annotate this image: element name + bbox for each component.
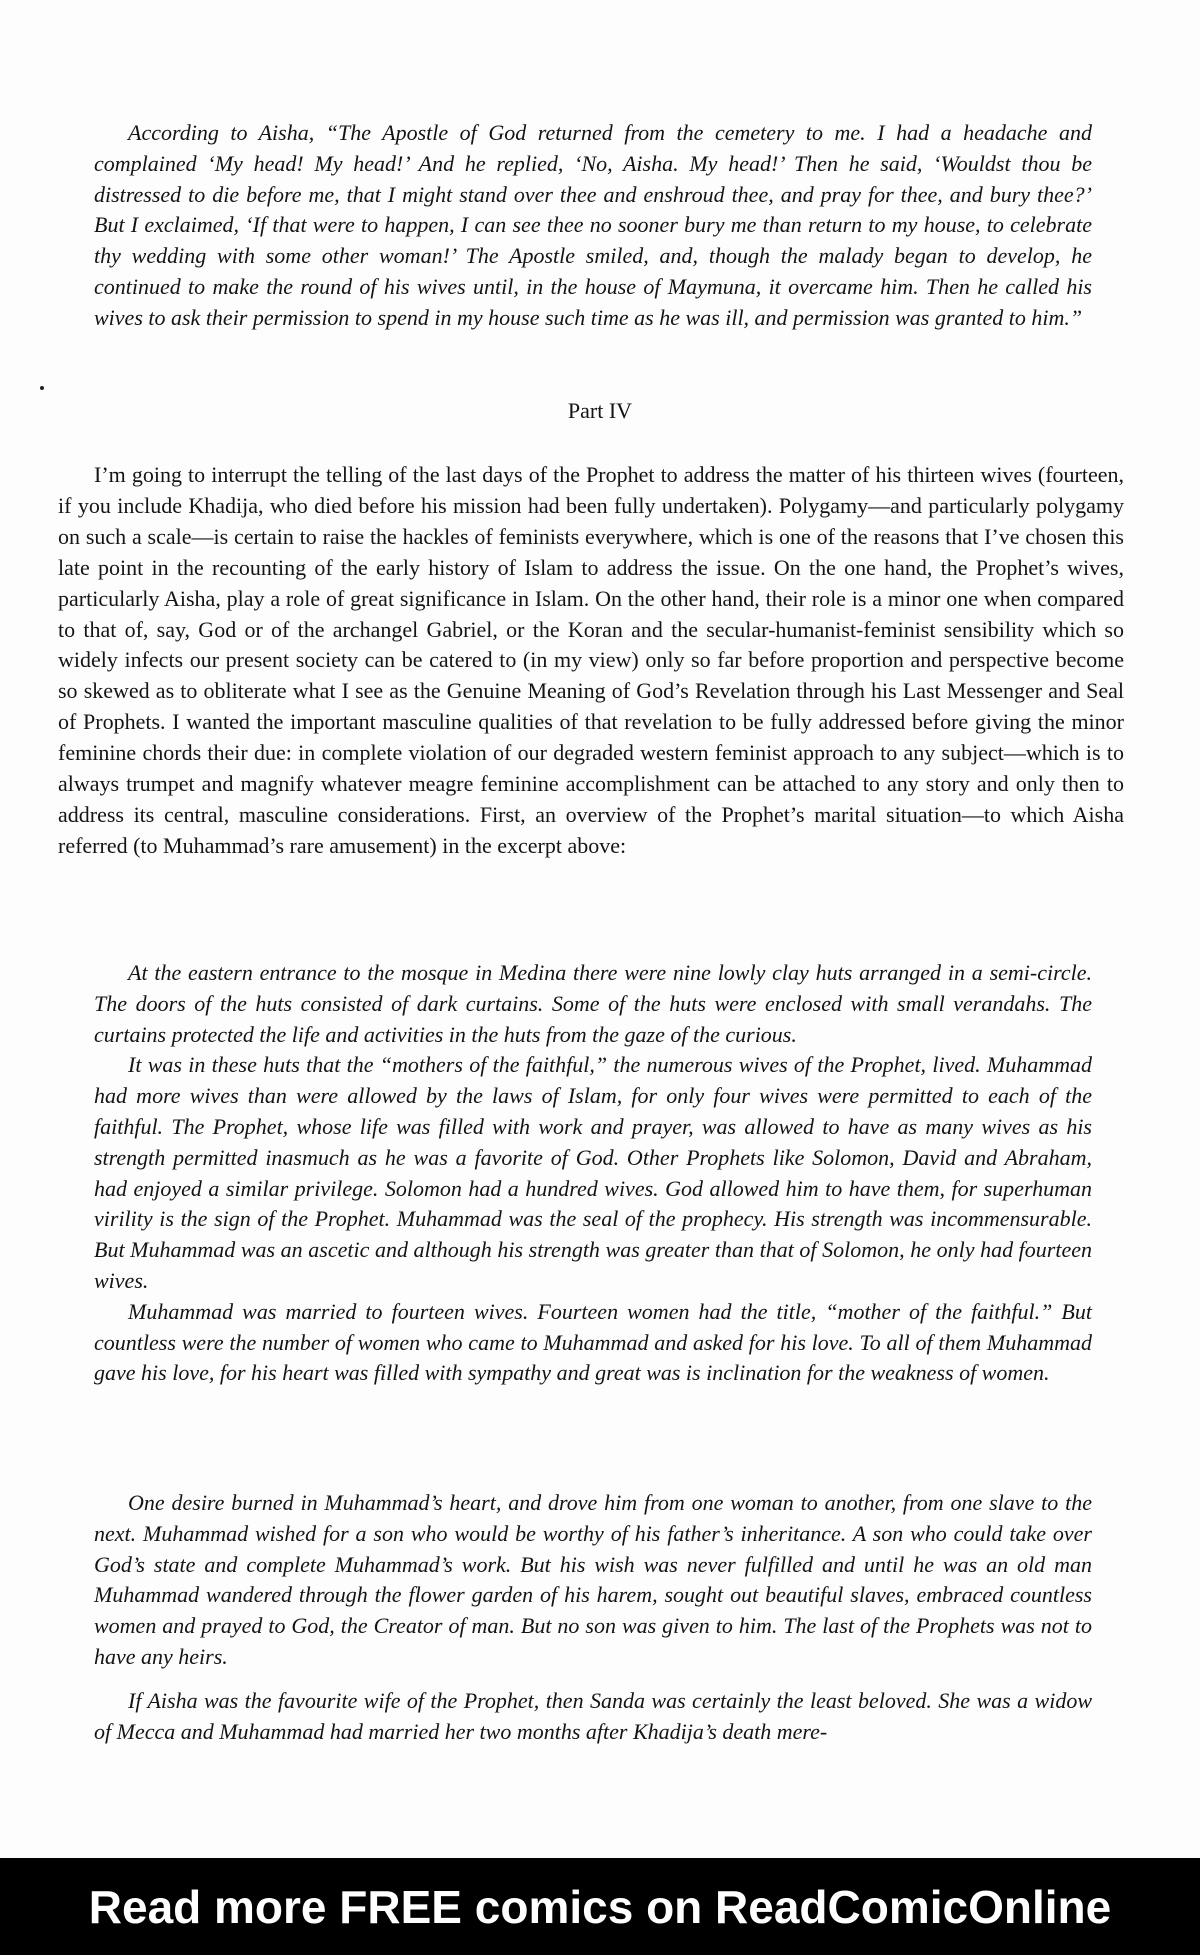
excerpt-paragraph-2: It was in these huts that the “mothers of the faithful,” the numerous wives of the Prophet, lived. Muhammad had more wives than were allowed by the laws of Islam, for only four wives were permitted to each of the faithful. The Prophet, whose life was filled with work and prayer, was allowed to have as many wives as his strength permitted inasmuch as he was a favorite of God. Other Prophets like Solomon, David and Abraham, had enjoyed a similar privilege. Solomon had a hundred wives. God allowed him to have them, for superhuman virility is the sign of the Prophet. Muhammad was the seal of the prophecy. His strength was incommensurable. But Muhammad was an ascetic and although his strength was greater than that of Solomon, he only had fourteen wives. (94, 1052, 1092, 1293)
scan-speck (40, 386, 44, 390)
sanda-excerpt-text: If Aisha was the favourite wife of the Prophet, then Sanda was certainly the least beloved. She was a widow of Mecca and Muhammad had married her two months after Khadija’s death mere- (94, 1688, 1092, 1744)
sanda-excerpt (94, 1686, 1092, 1748)
aisha-quote (94, 118, 1092, 334)
author-commentary (58, 460, 1124, 862)
promo-banner-text[interactable]: Read more FREE comics on ReadComicOnline (88, 1880, 1112, 1933)
section-heading: Part IV (567, 398, 633, 423)
promo-banner[interactable] (0, 1858, 1200, 1955)
aisha-quote-text: According to Aisha, “The Apostle of God returned from the cemetery to me. I had a headache and complained ‘My head! My head!’ And he replied, ‘No, Aisha. My head!’ Then he said, ‘Wouldst thou be distressed to die before me, that I might stand over thee and enshroud thee, and pray for thee, and bury thee?’ But I exclaimed, ‘If that were to happen, I can see thee no sooner bury me than return to my house, to celebrate thy wedding with some other woman!’ The Apostle smiled, and, though the malady began to develop, he continued to make the round of his wives until, in the house of Maymuna, it overcame him. Then he called his wives to ask their permission to spend in my house such time as he was ill, and permission was granted to him.” (94, 120, 1092, 330)
excerpt-paragraph-1: At the eastern entrance to the mosque in Medina there were nine lowly clay huts arranged in a semi-circle. The doors of the huts consisted of dark curtains. Some of the huts were enclosed with small verandahs. The curtains protected the life and activities in the huts from the gaze of the curious. (94, 960, 1092, 1047)
excerpt-paragraph-3: Muhammad was married to fourteen wives. Fourteen women had the title, “mother of the faithful.” But countless were the number of women who came to Muhammad and asked for his love. To all of them Muhammad gave his love, for his heart was filled with sympathy and great was is inclination for the weakness of women. (94, 1298, 1092, 1386)
huts-excerpt (94, 958, 1092, 1389)
commentary-paragraph: I’m going to interrupt the telling of the last days of the Prophet to address the matter of his thirteen wives (fourteen, if you include Khadija, who died before his mission had been fully undertaken). Polygamy—and particularly polygamy on such a scale—is certain to raise the hackles of feminists everywhere, which is one of the reasons that I’ve chosen this late point in the recounting of the early history of Islam to address the issue. On the one hand, the Prophet’s wives, particularly Aisha, play a role of great significance in Islam. On the other hand, their role is a minor one when compared to that of, say, God or of the archangel Gabriel, or the Koran and the secular-humanist-feminist sensibility which so widely infects our present society can be catered to (in my view) only so far before proportion and perspective become so skewed as to obliterate what I see as the Genuine Meaning of God’s Revelation through his Last Messenger and Seal of Prophets. I wanted the important masculine qualities of that revelation to be fully addressed before giving the minor feminine chords their due: in complete violation of our degraded western feminist approach to any subject—which is to always trumpet and magnify whatever meagre feminine accomplishment can be attached to any story and only then to address its central, masculine considerations. First, an overview of the Prophet’s marital situation—to which Aisha referred (to Muhammad’s rare amusement) in the excerpt above: (58, 462, 1124, 858)
son-excerpt (94, 1488, 1092, 1673)
son-excerpt-text: One desire burned in Muhammad’s heart, and drove him from one woman to another, from one slave to the next. Muhammad wished for a son who would be worthy of his father’s inheritance. A son who could take over God’s state and complete Muhammad’s work. But his wish was never fulfilled and until he was an old man Muhammad wandered through the flower garden of his harem, sought out beautiful slaves, embraced countless women and prayed to God, the Creator of man. But no son was given to him. The last of the Prophets was not to have any heirs. (94, 1490, 1092, 1669)
